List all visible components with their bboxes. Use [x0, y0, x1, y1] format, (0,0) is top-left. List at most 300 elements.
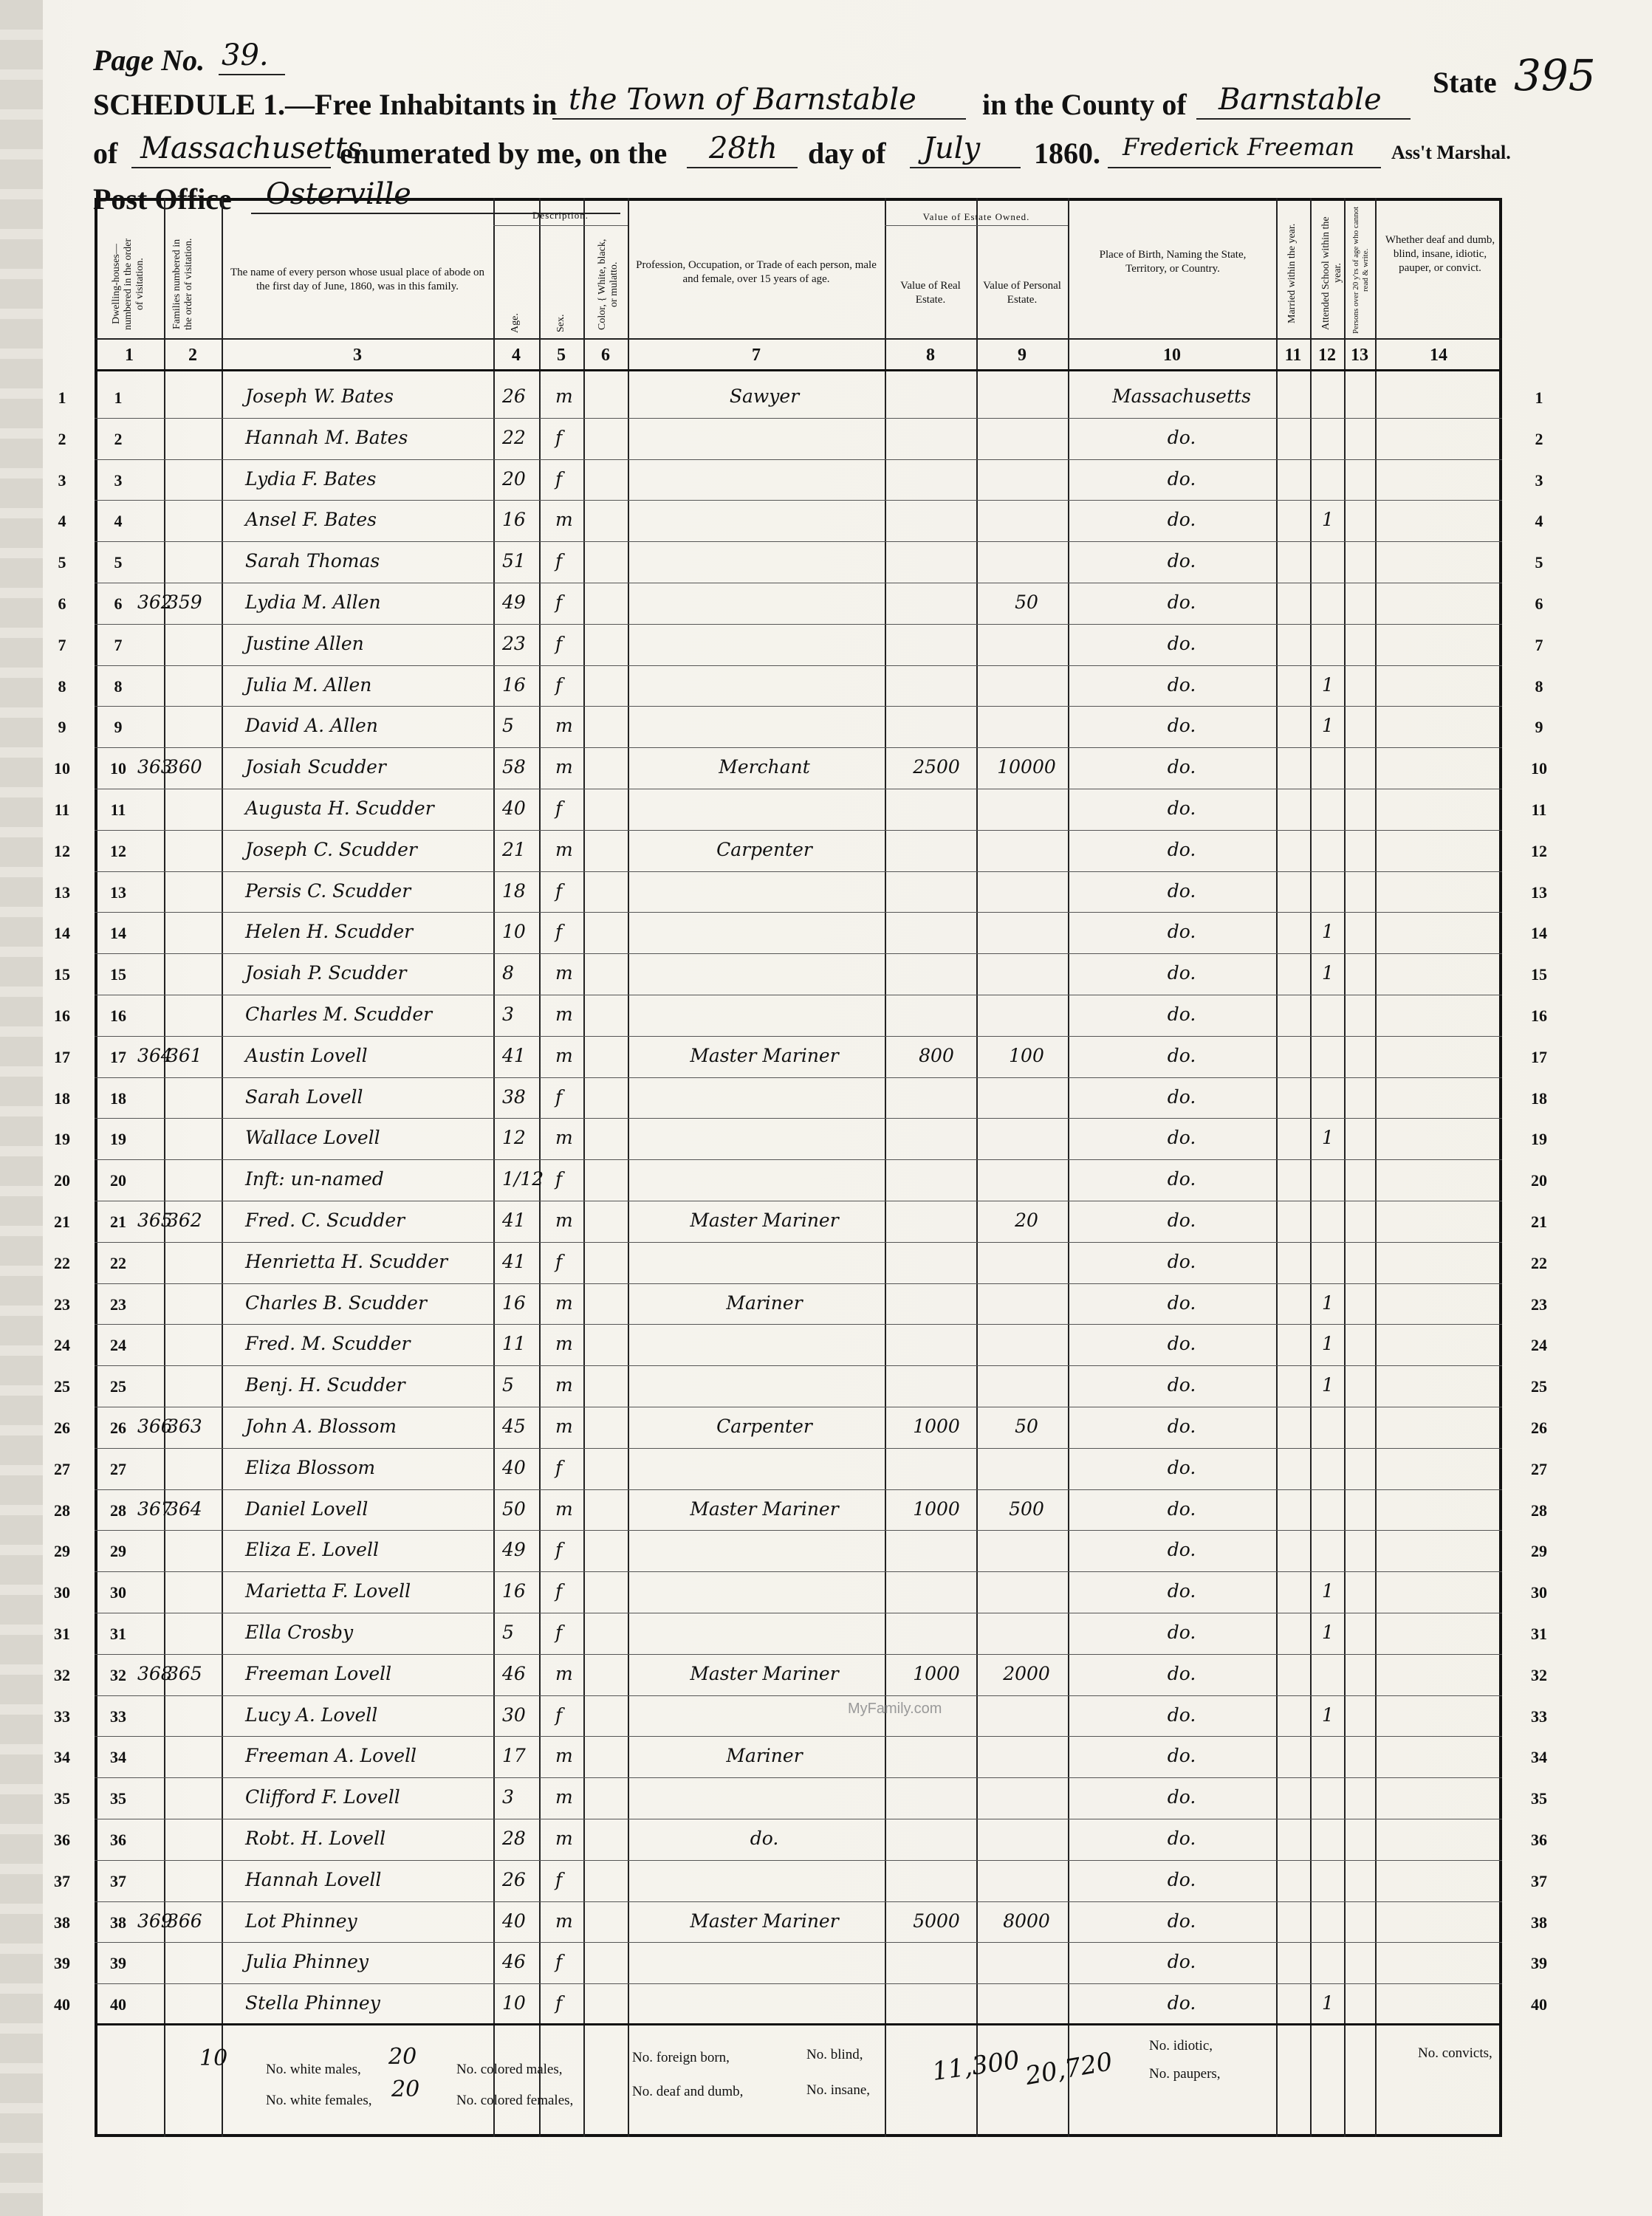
row-rule: [95, 1242, 1502, 1243]
row-number-right: 29: [1531, 1542, 1547, 1561]
cell-birth: do.: [1167, 1333, 1196, 1355]
row-number-right: 4: [1535, 512, 1543, 531]
cell-fam: 365: [167, 1662, 202, 1684]
cell-birth: do.: [1167, 756, 1196, 778]
row-rule: [95, 1283, 1502, 1284]
row-number-right: 7: [1535, 635, 1543, 654]
cell-sex: m: [555, 962, 573, 984]
row-number-left: 10: [54, 759, 70, 778]
cell-school: 1: [1322, 1127, 1334, 1149]
cell-real: 1000: [913, 1498, 960, 1520]
row-number-right: 15: [1531, 965, 1547, 984]
cell-birth: do.: [1167, 1745, 1196, 1767]
cell-name: Sarah Lovell: [245, 1085, 363, 1108]
place-underline: [552, 118, 966, 120]
cell-school: 1: [1322, 673, 1334, 696]
row-rule: [95, 1118, 1502, 1119]
row-number-right: 8: [1535, 676, 1543, 696]
row-rule: [95, 459, 1502, 460]
cell-sex: f: [555, 550, 563, 572]
colnum-6: 6: [601, 346, 610, 365]
cell-birth: do.: [1167, 1786, 1196, 1808]
state-name: Massachusetts: [140, 131, 363, 165]
row-rule: [95, 1159, 1502, 1160]
cell-age: 21: [502, 838, 526, 860]
foreign-born-label: No. foreign born,: [632, 2050, 730, 2065]
cell-sex: f: [555, 1456, 563, 1478]
cell-birth: do.: [1167, 1910, 1196, 1932]
cell-age: 16: [502, 509, 526, 531]
row-number-right: 2: [1535, 429, 1543, 448]
row-number-left: 5: [58, 553, 66, 572]
personal-estate-total: 20,720: [1023, 2046, 1115, 2092]
row-number-left: 26: [54, 1419, 70, 1437]
cell-age: 10: [502, 1992, 526, 2014]
row-rule: [95, 1695, 1502, 1696]
row-number-inner: 14: [110, 924, 126, 943]
row-number-inner: 17: [110, 1047, 126, 1066]
row-rule: [95, 1860, 1502, 1861]
colnum-9: 9: [1018, 346, 1026, 365]
cell-birth: do.: [1167, 632, 1196, 654]
row-number-right: 31: [1531, 1625, 1547, 1643]
col14-header: Whether deaf and dumb, blind, insane, idiotic, pauper, or convict.: [1385, 234, 1495, 274]
cell-sex: f: [555, 797, 563, 819]
page-underline: [219, 74, 285, 75]
cell-occ: Master Mariner: [690, 1498, 839, 1520]
cell-sex: m: [555, 1828, 573, 1849]
cell-school: 1: [1322, 962, 1334, 984]
cell-age: 16: [502, 1291, 526, 1314]
row-number-inner: 34: [110, 1748, 126, 1767]
page-number: 39.: [222, 38, 269, 72]
row-number-inner: 18: [110, 1088, 126, 1108]
paupers-label: No. paupers,: [1149, 2066, 1221, 2082]
cell-name: Eliza Blossom: [245, 1456, 376, 1478]
estate-header: Value of Estate Owned.: [922, 211, 1030, 222]
row-number-left: 37: [54, 1871, 70, 1890]
header-rule: [95, 338, 1502, 340]
col-divider-3: [493, 198, 495, 2137]
colnum-8: 8: [926, 346, 935, 365]
row-number-inner: 33: [110, 1706, 126, 1726]
cell-school: 1: [1322, 1374, 1334, 1396]
row-number-right: 5: [1535, 553, 1543, 572]
cell-fam: 362: [167, 1210, 202, 1231]
cell-sex: f: [555, 1539, 563, 1561]
insane-label: No. insane,: [806, 2082, 871, 2098]
cell-sex: f: [555, 591, 563, 613]
cell-sex: m: [555, 1786, 573, 1808]
col12-header: Attended School within the year.: [1320, 216, 1343, 330]
cell-sex: m: [555, 1127, 573, 1149]
row-number-right: 27: [1531, 1459, 1547, 1478]
row-number-inner: 37: [110, 1871, 126, 1890]
cell-sex: m: [555, 838, 573, 860]
row-rule: [95, 747, 1502, 748]
cell-name: Benj. H. Scudder: [245, 1374, 405, 1396]
col8-header: Value of Real Estate.: [900, 280, 961, 306]
cell-pers: 50: [1015, 1416, 1038, 1437]
row-rule: [95, 1901, 1502, 1902]
row-rule: [95, 418, 1502, 419]
row-number-left: 4: [58, 512, 66, 531]
colnum-4: 4: [512, 346, 521, 365]
row-number-left: 13: [54, 882, 70, 902]
cell-name: Lot Phinney: [245, 1910, 357, 1932]
cell-name: Austin Lovell: [245, 1044, 368, 1066]
row-number-inner: 5: [114, 553, 123, 572]
col7-header: Profession, Occupation, or Trade of each person, male and female, over 15 years of age.: [636, 259, 877, 285]
cell-school: 1: [1322, 1704, 1334, 1726]
row-number-right: 32: [1531, 1665, 1547, 1684]
row-number-left: 16: [54, 1006, 70, 1025]
col-divider-2: [222, 198, 223, 2137]
cell-age: 12: [502, 1127, 526, 1149]
col6-header: Color, { White, black, or mulatto.: [597, 239, 620, 330]
footer-tally: 10: [199, 2045, 228, 2071]
cell-name: Fred. M. Scudder: [245, 1333, 411, 1355]
cell-birth: Massachusetts: [1112, 385, 1251, 407]
row-number-inner: 24: [110, 1336, 126, 1355]
row-number-left: 36: [54, 1831, 70, 1849]
row-number-right: 14: [1531, 924, 1547, 943]
cell-name: Clifford F. Lovell: [245, 1786, 400, 1808]
cell-name: Inft: un-named: [245, 1168, 384, 1190]
row-rule: [95, 1448, 1502, 1449]
cell-real: 5000: [913, 1910, 960, 1932]
cell-sex: f: [555, 426, 563, 448]
col4-header: Age.: [510, 313, 521, 334]
row-number-right: 21: [1531, 1212, 1547, 1231]
cell-age: 28: [502, 1828, 526, 1849]
cell-age: 49: [502, 591, 526, 613]
row-number-right: 1: [1535, 388, 1543, 407]
cell-birth: do.: [1167, 1704, 1196, 1726]
row-number-inner: 20: [110, 1171, 126, 1190]
row-rule: [95, 1036, 1502, 1037]
row-number-right: 13: [1531, 882, 1547, 902]
row-number-inner: 40: [110, 1995, 126, 2014]
row-number-right: 35: [1531, 1789, 1547, 1808]
colored-females-label: No. colored females,: [456, 2093, 574, 2108]
cell-occ: do.: [750, 1828, 779, 1849]
cell-name: David A. Allen: [245, 715, 378, 737]
row-number-inner: 19: [110, 1130, 126, 1149]
enumeration-year: 1860.: [1034, 137, 1100, 170]
cell-fam: 366: [167, 1910, 202, 1932]
cell-occ: Master Mariner: [690, 1210, 839, 1231]
cell-birth: do.: [1167, 1868, 1196, 1890]
enumeration-day: 28th: [709, 131, 778, 165]
cell-sex: f: [555, 1992, 563, 2014]
row-number-right: 6: [1535, 594, 1543, 613]
cell-sex: f: [555, 673, 563, 696]
cell-name: Joseph W. Bates: [245, 385, 394, 407]
cell-fam: 359: [167, 591, 202, 613]
state-underline: [131, 167, 331, 168]
cell-age: 20: [502, 467, 526, 490]
cell-age: 41: [502, 1044, 526, 1066]
cell-real: 2500: [913, 756, 960, 778]
col-divider-13: [1375, 198, 1377, 2137]
row-number-inner: 4: [114, 512, 123, 531]
county-underline: [1196, 118, 1411, 120]
cell-occ: Master Mariner: [690, 1044, 839, 1066]
cell-sex: f: [555, 632, 563, 654]
cell-age: 49: [502, 1539, 526, 1561]
row-number-inner: 32: [110, 1665, 126, 1684]
cell-dw: 369: [137, 1910, 173, 1932]
row-number-right: 3: [1535, 470, 1543, 490]
row-number-left: 7: [58, 635, 66, 654]
row-number-left: 6: [58, 594, 66, 613]
row-rule: [95, 1530, 1502, 1531]
cell-sex: m: [555, 715, 573, 737]
row-number-inner: 28: [110, 1500, 126, 1520]
cell-pers: 50: [1015, 591, 1038, 613]
cell-birth: do.: [1167, 426, 1196, 448]
watermark: MyFamily.com: [848, 1701, 942, 1717]
cell-occ: Mariner: [726, 1745, 803, 1767]
cell-name: Julia Phinney: [245, 1951, 369, 1973]
cell-birth: do.: [1167, 591, 1196, 613]
cell-name: Ella Crosby: [245, 1622, 354, 1643]
row-number-right: 30: [1531, 1583, 1547, 1602]
cell-sex: f: [555, 1622, 563, 1643]
cell-dw: 367: [137, 1498, 173, 1520]
row-number-left: 11: [54, 800, 70, 819]
cell-age: 58: [502, 756, 526, 778]
row-number-inner: 21: [110, 1212, 126, 1231]
cell-fam: 361: [167, 1044, 202, 1066]
cell-age: 8: [502, 962, 514, 984]
cell-sex: m: [555, 1416, 573, 1437]
page-stamp-number: 395: [1514, 50, 1596, 100]
cell-fam: 360: [167, 756, 202, 778]
row-number-left: 24: [54, 1336, 70, 1355]
deaf-dumb-label: No. deaf and dumb,: [632, 2084, 744, 2099]
col13-header: Persons over 20 y'rs of age who cannot read & write.: [1351, 206, 1370, 335]
cell-birth: do.: [1167, 1662, 1196, 1684]
cell-age: 38: [502, 1085, 526, 1108]
cell-name: Helen H. Scudder: [245, 921, 414, 943]
enumeration-month: July: [923, 131, 981, 165]
row-number-inner: 11: [110, 800, 126, 819]
row-number-right: 37: [1531, 1871, 1547, 1890]
cell-sex: m: [555, 1498, 573, 1520]
cell-birth: do.: [1167, 1992, 1196, 2014]
col-divider-4: [539, 198, 541, 2137]
row-rule: [95, 912, 1502, 913]
description-header: Description.: [532, 210, 589, 221]
cell-birth: do.: [1167, 467, 1196, 490]
cell-birth: do.: [1167, 1168, 1196, 1190]
cell-sex: f: [555, 921, 563, 943]
row-number-inner: 22: [110, 1253, 126, 1272]
row-number-left: 2: [58, 429, 66, 448]
row-number-inner: 35: [110, 1789, 126, 1808]
cell-occ: Carpenter: [716, 1416, 812, 1437]
cell-age: 5: [502, 1622, 514, 1643]
cell-school: 1: [1322, 1992, 1334, 2014]
row-number-inner: 8: [114, 676, 123, 696]
row-number-right: 36: [1531, 1831, 1547, 1849]
row-number-left: 14: [54, 924, 70, 943]
cell-dw: 368: [137, 1662, 173, 1684]
cell-name: Joseph C. Scudder: [245, 838, 417, 860]
cell-birth: do.: [1167, 921, 1196, 943]
cell-birth: do.: [1167, 509, 1196, 531]
row-rule: [95, 953, 1502, 954]
row-number-left: 25: [54, 1377, 70, 1396]
cell-occ: Carpenter: [716, 838, 812, 860]
cell-age: 23: [502, 632, 526, 654]
row-number-left: 32: [54, 1665, 70, 1684]
cell-birth: do.: [1167, 962, 1196, 984]
cell-pers: 2000: [1003, 1662, 1050, 1684]
row-number-right: 26: [1531, 1419, 1547, 1437]
cell-fam: 363: [167, 1416, 202, 1437]
white-females-label: No. white females,: [266, 2093, 372, 2108]
col9-header: Value of Personal Estate.: [983, 280, 1061, 306]
cell-birth: do.: [1167, 1622, 1196, 1643]
cell-birth: do.: [1167, 715, 1196, 737]
col5-header: Sex.: [555, 314, 566, 333]
cell-birth: do.: [1167, 1828, 1196, 1849]
row-rule: [95, 1983, 1502, 1984]
cell-name: Daniel Lovell: [245, 1498, 369, 1520]
cell-sex: m: [555, 1044, 573, 1066]
cell-birth: do.: [1167, 1210, 1196, 1231]
cell-age: 16: [502, 1580, 526, 1602]
cell-dw: 365: [137, 1210, 173, 1231]
cell-birth: do.: [1167, 879, 1196, 902]
row-number-left: 30: [54, 1583, 70, 1602]
cell-age: 5: [502, 715, 514, 737]
row-rule: [95, 1777, 1502, 1778]
cell-name: Justine Allen: [245, 632, 364, 654]
post-office-label: Post Office: [93, 182, 232, 216]
cell-name: John A. Blossom: [245, 1416, 397, 1437]
cell-real: 1000: [913, 1662, 960, 1684]
row-number-left: 28: [54, 1500, 70, 1520]
footer-rule: [95, 2023, 1502, 2025]
description-rule: [493, 225, 628, 226]
cell-school: 1: [1322, 921, 1334, 943]
month-underline: [910, 167, 1021, 168]
cell-name: Augusta H. Scudder: [245, 797, 434, 819]
marshal-label: Ass't Marshal.: [1391, 142, 1511, 163]
cell-school: 1: [1322, 1580, 1334, 1602]
cell-age: 18: [502, 879, 526, 902]
cell-name: Charles B. Scudder: [245, 1291, 427, 1314]
cell-age: 10: [502, 921, 526, 943]
row-number-left: 12: [54, 841, 70, 860]
row-rule: [95, 500, 1502, 501]
row-number-inner: 6: [114, 594, 123, 613]
cell-sex: m: [555, 1210, 573, 1231]
col-divider-5: [583, 198, 585, 2137]
cell-name: Marietta F. Lovell: [245, 1580, 411, 1602]
cell-name: Persis C. Scudder: [245, 879, 411, 902]
cell-name: Charles M. Scudder: [245, 1004, 433, 1025]
col-divider-12: [1344, 198, 1346, 2137]
col-divider-6: [628, 198, 629, 2137]
row-number-inner: 38: [110, 1913, 126, 1932]
cell-age: 3: [502, 1004, 514, 1025]
post-office-name: Osterville: [266, 177, 411, 211]
colnum-5: 5: [557, 346, 566, 365]
marshal-underline: [1108, 167, 1381, 168]
cell-sex: m: [555, 1745, 573, 1767]
row-number-inner: 9: [114, 718, 123, 737]
cell-birth: do.: [1167, 673, 1196, 696]
cell-age: 30: [502, 1704, 526, 1726]
cell-name: Hannah Lovell: [245, 1868, 382, 1890]
col2-header: Families numbered in the order of visitation.: [171, 238, 194, 331]
row-number-left: 15: [54, 965, 70, 984]
cell-age: 41: [502, 1210, 526, 1231]
cell-birth: do.: [1167, 1127, 1196, 1149]
col3-header: The name of every person whose usual place of abode on the first day of June, 1860, was in this family.: [230, 267, 485, 292]
col-divider-9: [1068, 198, 1069, 2137]
cell-sex: m: [555, 1291, 573, 1314]
cell-sex: m: [555, 756, 573, 778]
cell-birth: do.: [1167, 1250, 1196, 1272]
cell-sex: m: [555, 509, 573, 531]
cell-name: Julia M. Allen: [245, 673, 372, 696]
cell-age: 50: [502, 1498, 526, 1520]
cell-birth: do.: [1167, 550, 1196, 572]
row-number-left: 34: [54, 1748, 70, 1767]
cell-sex: f: [555, 1704, 563, 1726]
col11-header: Married within the year.: [1286, 223, 1298, 323]
colored-males-label: No. colored males,: [456, 2062, 563, 2077]
marshal-name: Frederick Freeman: [1123, 133, 1355, 161]
cell-sex: m: [555, 1662, 573, 1684]
col-divider-7: [885, 198, 886, 2137]
colnum-rule: [95, 369, 1502, 371]
cell-birth: do.: [1167, 1085, 1196, 1108]
row-number-right: 34: [1531, 1748, 1547, 1767]
cell-age: 41: [502, 1250, 526, 1272]
cell-age: 45: [502, 1416, 526, 1437]
row-number-left: 21: [54, 1212, 70, 1231]
blind-label: No. blind,: [806, 2047, 863, 2062]
row-number-inner: 13: [110, 882, 126, 902]
row-rule: [95, 541, 1502, 542]
row-number-inner: 36: [110, 1831, 126, 1849]
cell-real: 800: [919, 1044, 954, 1066]
cell-school: 1: [1322, 715, 1334, 737]
county-label: in the County of: [982, 88, 1187, 121]
cell-occ: Sawyer: [729, 385, 800, 407]
cell-dw: 362: [137, 591, 173, 613]
row-number-right: 16: [1531, 1006, 1547, 1025]
row-number-right: 28: [1531, 1500, 1547, 1520]
row-number-right: 24: [1531, 1336, 1547, 1355]
cell-age: 22: [502, 426, 526, 448]
cell-pers: 8000: [1003, 1910, 1050, 1932]
row-number-left: 8: [58, 676, 66, 696]
cell-occ: Mariner: [726, 1291, 803, 1314]
colnum-12: 12: [1318, 346, 1336, 365]
row-number-inner: 16: [110, 1006, 126, 1025]
row-number-right: 10: [1531, 759, 1547, 778]
colnum-13: 13: [1351, 346, 1368, 365]
row-number-left: 35: [54, 1789, 70, 1808]
